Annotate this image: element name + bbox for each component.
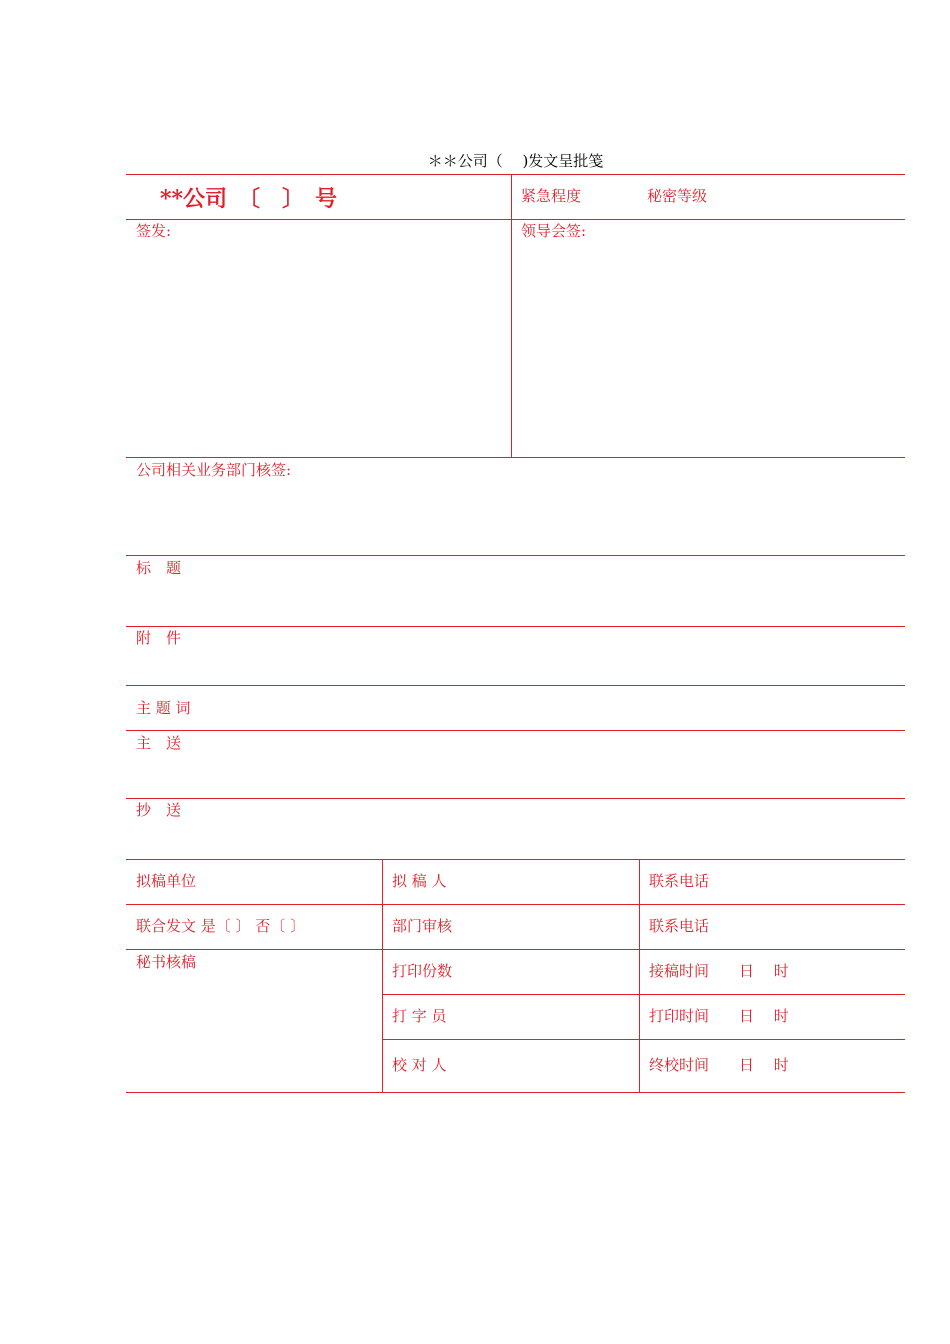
rule-dept-bottom bbox=[126, 555, 905, 556]
phone1-label: 联系电话 bbox=[649, 872, 710, 890]
dept-audit-label: 部门审核 bbox=[392, 917, 453, 935]
print-time-label: 打印时间 日 时 bbox=[649, 1007, 789, 1025]
secrecy-label: 秘密等级 bbox=[647, 187, 708, 205]
print-copies-label: 打印份数 bbox=[392, 962, 453, 980]
rule-top bbox=[126, 174, 905, 175]
urgency-label: 紧急程度 bbox=[521, 187, 582, 205]
rule-row3-bottom bbox=[382, 994, 905, 995]
keywords-label: 主 题 词 bbox=[136, 699, 191, 717]
dept-review-label: 公司相关业务部门核签: bbox=[136, 461, 292, 479]
attachment-label: 附 件 bbox=[136, 629, 182, 647]
rule-bottom bbox=[126, 1092, 905, 1093]
rule-sendto-bottom bbox=[126, 798, 905, 799]
send-to-label: 主 送 bbox=[136, 734, 182, 752]
leaders-label: 领导会签: bbox=[521, 222, 587, 240]
proofreader-label: 校 对 人 bbox=[392, 1056, 447, 1074]
form-title: ＊＊公司（ )发文呈批笺 bbox=[427, 152, 604, 170]
final-proof-time-label: 终校时间 日 时 bbox=[649, 1056, 789, 1074]
rule-copyto-bottom bbox=[126, 859, 905, 860]
secretary-review-label: 秘书核稿 bbox=[136, 953, 197, 971]
rule-row2-bottom bbox=[126, 949, 905, 950]
rule-row1-bottom bbox=[126, 904, 905, 905]
phone2-label: 联系电话 bbox=[649, 917, 710, 935]
typist-label: 打 字 员 bbox=[392, 1007, 447, 1025]
rule-subject-bottom bbox=[126, 626, 905, 627]
drafting-unit-label: 拟稿单位 bbox=[136, 872, 197, 890]
receive-time-label: 接稿时间 日 时 bbox=[649, 962, 789, 980]
divider-bottom-2 bbox=[639, 859, 640, 1093]
joint-issue-label: 联合发文 是〔 〕 否〔 〕 bbox=[136, 917, 306, 935]
rule-header-bottom bbox=[126, 219, 905, 220]
sign-label: 签发: bbox=[136, 222, 172, 240]
copy-to-label: 抄 送 bbox=[136, 801, 182, 819]
subject-label: 标 题 bbox=[136, 559, 182, 577]
rule-attachment-bottom bbox=[126, 685, 905, 686]
rule-row4-bottom bbox=[382, 1039, 905, 1040]
doc-number: **公司 〔 〕 号 bbox=[160, 186, 338, 212]
rule-keywords-bottom bbox=[126, 730, 905, 731]
drafter-label: 拟 稿 人 bbox=[392, 872, 447, 890]
divider-header bbox=[511, 174, 512, 458]
rule-sign-bottom bbox=[126, 457, 905, 458]
divider-bottom-1 bbox=[382, 859, 383, 1093]
